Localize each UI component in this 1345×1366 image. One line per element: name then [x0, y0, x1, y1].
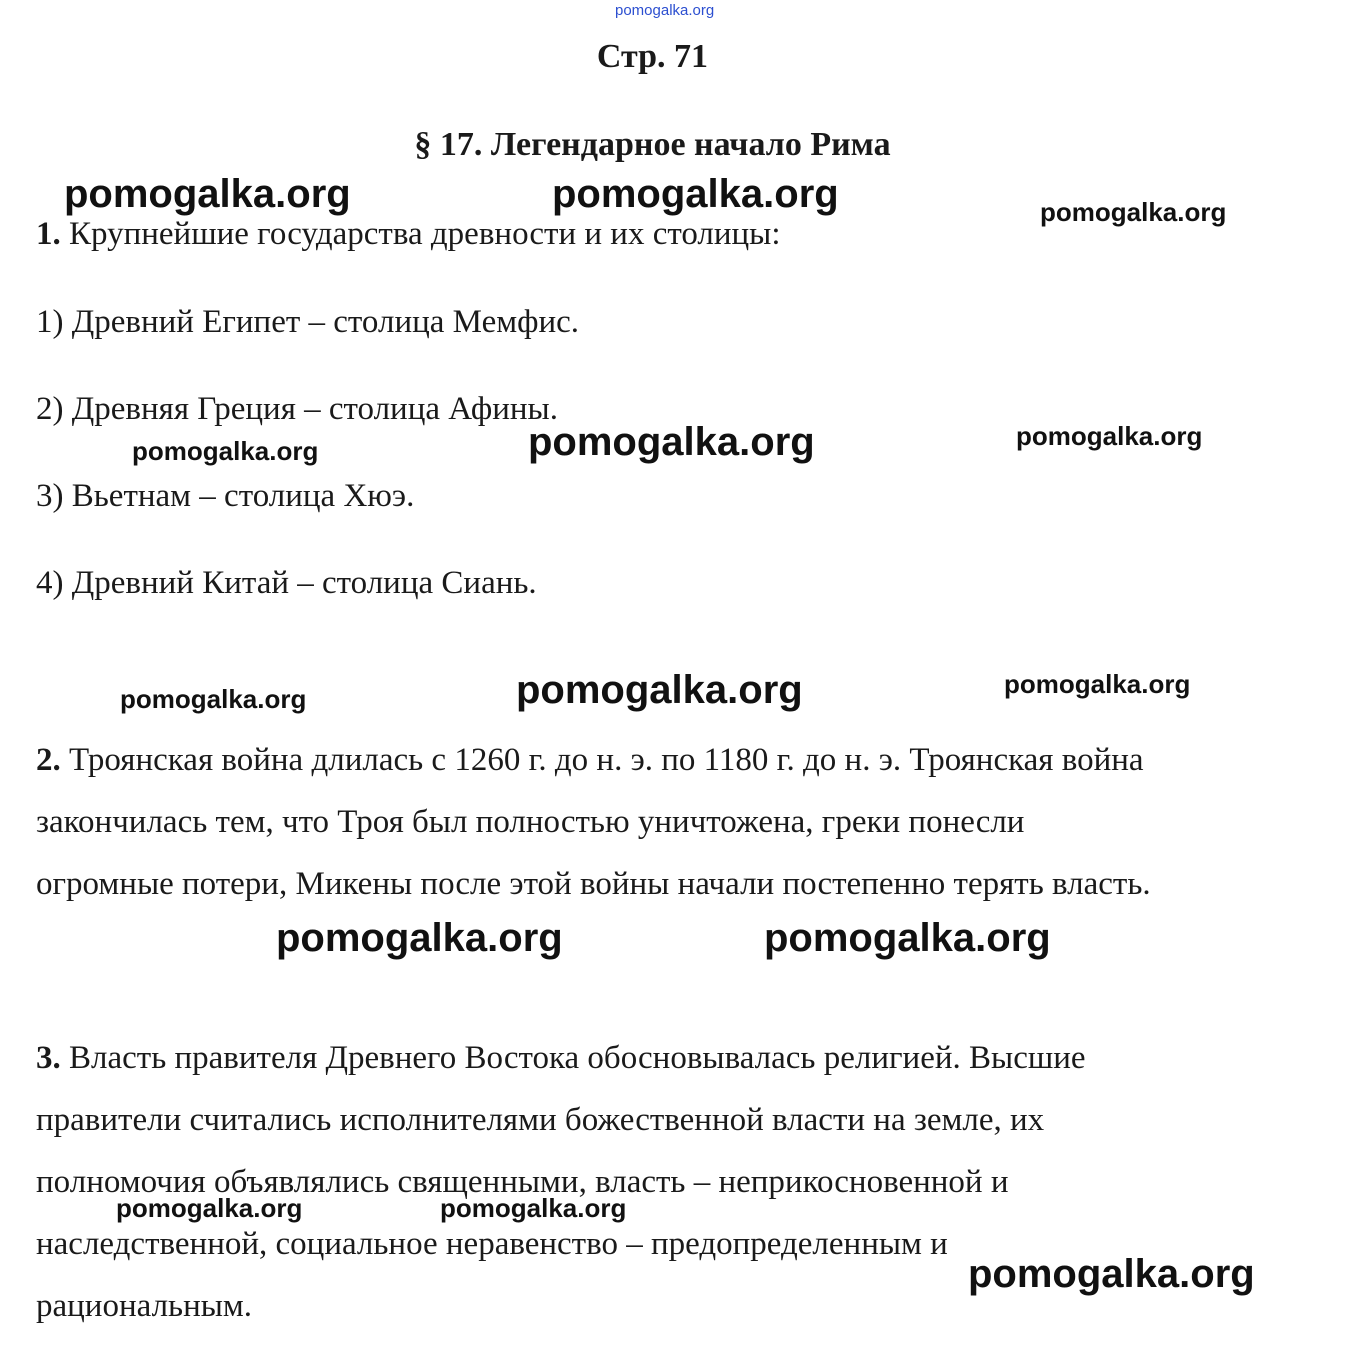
watermark: pomogalka.org [64, 172, 351, 216]
watermark: pomogalka.org [132, 436, 319, 466]
q3-number: 3. [36, 1040, 61, 1076]
q2-line [36, 742, 1144, 779]
q2-line: закончилась тем, что Троя был полностью уничтожена, греки понесли [36, 804, 1025, 840]
q3-line: полномочия объявлялись священными, власть – неприкосновенной и [36, 1164, 1009, 1200]
q3-line: рациональным. [36, 1288, 253, 1324]
watermark: pomogalka.org [1040, 197, 1227, 227]
watermark: pomogalka.org [440, 1193, 627, 1223]
q1-item: 1) Древний Египет – столица Мемфис. [36, 304, 580, 340]
q3-line: правители считались исполнителями божественной власти на земле, их [36, 1102, 1045, 1138]
watermark: pomogalka.org [276, 916, 563, 960]
q1-text [36, 216, 781, 253]
watermark: pomogalka.org [516, 668, 803, 712]
watermark: pomogalka.org [1016, 421, 1203, 451]
top-watermark: pomogalka.org [615, 2, 715, 19]
q2-number: 2. [36, 742, 61, 778]
watermark: pomogalka.org [552, 172, 839, 216]
q1-item: 4) Древний Китай – столица Сиань. [36, 565, 537, 601]
watermark: pomogalka.org [528, 420, 815, 464]
q2-line-text: Троянская война длилась с 1260 г. до н. э. по 1180 г. до н. э. Троянская война [69, 742, 1144, 778]
q3-line [36, 1040, 1086, 1077]
q2-line: огромные потери, Микены после этой войны начали постепенно терять власть. [36, 866, 1151, 902]
watermark: pomogalka.org [120, 684, 307, 714]
q1-item: 3) Вьетнам – столица Хюэ. [36, 478, 415, 514]
watermark: pomogalka.org [116, 1193, 303, 1223]
q3-line: наследственной, социальное неравенство – предопределенным и [36, 1226, 948, 1262]
watermark: pomogalka.org [764, 916, 1051, 960]
q1-number: 1. [36, 216, 61, 252]
watermark: pomogalka.org [1004, 669, 1191, 699]
watermark: pomogalka.org [968, 1252, 1255, 1296]
section-title: § 17. Легендарное начало Рима [414, 126, 891, 163]
page-number: Стр. 71 [596, 38, 709, 75]
q1-question: Крупнейшие государства древности и их столицы: [69, 216, 781, 252]
q1-item: 2) Древняя Греция – столица Афины. [36, 391, 558, 427]
q3-line-text: Власть правителя Древнего Востока обосновывалась религией. Высшие [69, 1040, 1086, 1076]
